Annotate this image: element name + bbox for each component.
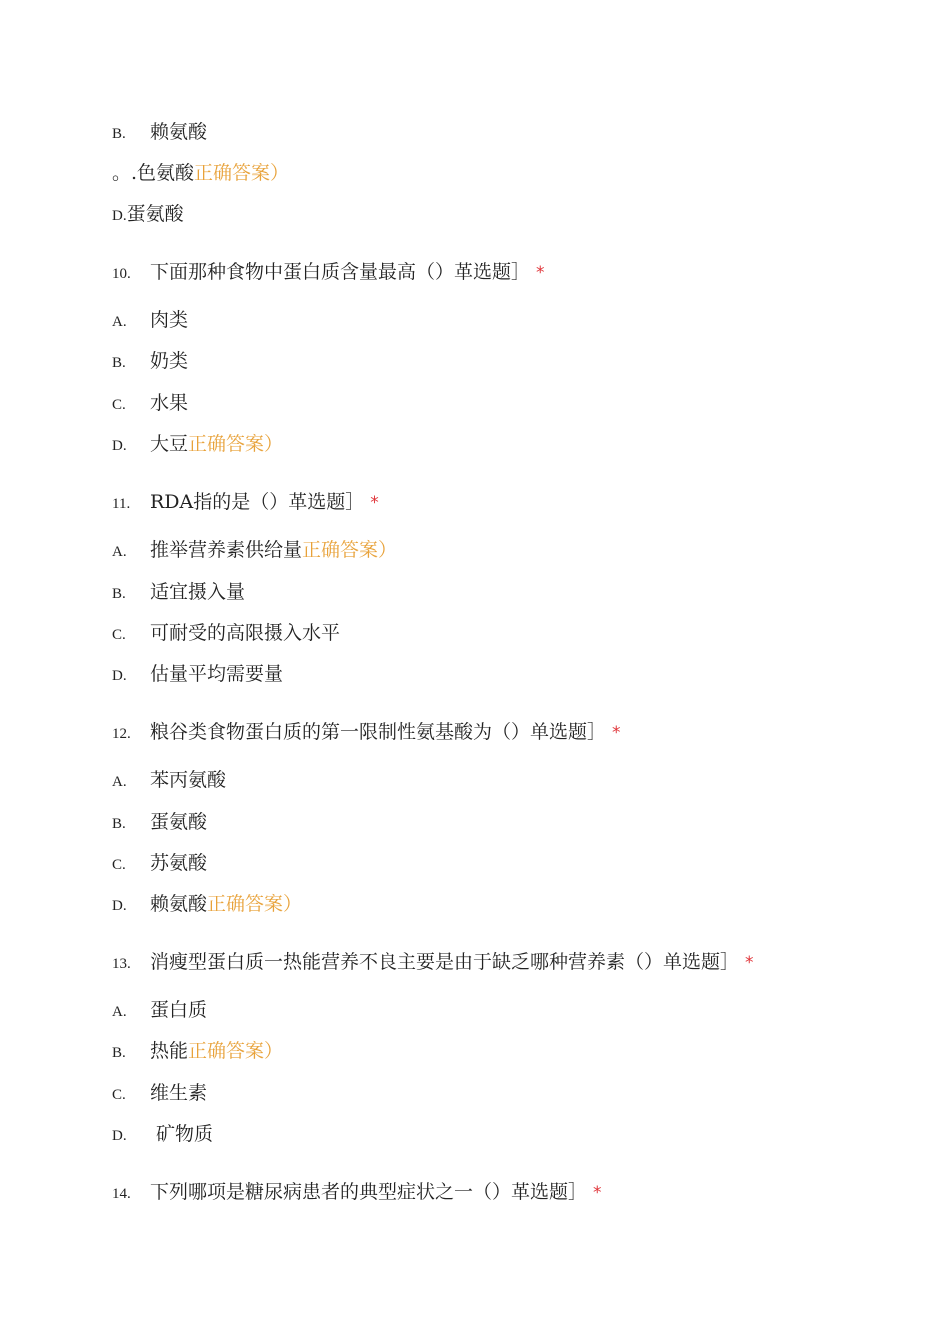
question-number: 12.: [112, 726, 131, 742]
option-label: A.: [112, 544, 127, 560]
option-row: [112, 432, 283, 458]
question-title: [112, 260, 545, 286]
option-label: A.: [112, 314, 127, 330]
option-row: [112, 1122, 213, 1148]
option-row: [112, 120, 207, 146]
option-row: [112, 202, 184, 228]
option-row: [112, 768, 226, 794]
option-label: B.: [112, 126, 126, 142]
option-text: 蛋氨酸: [126, 203, 184, 225]
option-label: A.: [112, 774, 127, 790]
option-row: [112, 851, 207, 877]
question-text: RDA指的是（）革选题］: [150, 491, 365, 513]
question-text: 粮谷类食物蛋白质的第一限制性氨基酸为（）单选题］: [150, 721, 607, 743]
option-row: [112, 1039, 283, 1065]
option-label: D.: [112, 668, 127, 684]
option-label: D.: [112, 208, 127, 224]
option-row: [112, 538, 397, 564]
required-star-icon: *: [370, 493, 379, 513]
option-row: [112, 308, 188, 334]
option-text: 蛋白质: [150, 999, 208, 1021]
option-text: 维生素: [150, 1082, 208, 1104]
question-title: [112, 950, 754, 976]
question-number: 14.: [112, 1186, 131, 1202]
option-text: 矿物质: [150, 1123, 214, 1145]
option-label: D.: [112, 898, 127, 914]
option-row: [112, 998, 207, 1024]
correct-answer-marker: 正确答案）: [302, 539, 398, 561]
correct-answer-marker: 正确答案）: [194, 162, 290, 184]
option-label: B.: [112, 816, 126, 832]
option-label: A.: [112, 1004, 127, 1020]
option-row: [112, 391, 188, 417]
option-text: 热能: [150, 1040, 189, 1062]
option-label: C.: [112, 397, 126, 413]
option-text: 肉类: [150, 309, 189, 331]
option-row: [112, 349, 188, 375]
option-label: B.: [112, 586, 126, 602]
question-title: [112, 1180, 602, 1206]
option-text: 推举营养素供给量: [150, 539, 303, 561]
option-text: 蛋氨酸: [150, 811, 208, 833]
question-title: [112, 720, 621, 746]
option-text: 苏氨酸: [150, 852, 208, 874]
required-star-icon: *: [612, 723, 621, 743]
option-row: [112, 810, 207, 836]
option-label: B.: [112, 355, 126, 371]
option-label: C.: [112, 1087, 126, 1103]
question-text: 下列哪项是糖尿病患者的典型症状之一（）革选题］: [150, 1181, 588, 1203]
option-label: D.: [112, 1128, 127, 1144]
option-text: 估量平均需要量: [150, 663, 284, 685]
question-number: 10.: [112, 266, 131, 282]
question-number: 13.: [112, 956, 131, 972]
option-text: 赖氨酸: [150, 893, 208, 915]
option-text: 奶类: [150, 350, 189, 372]
option-label: B.: [112, 1045, 126, 1061]
option-text: 赖氨酸: [150, 121, 208, 143]
required-star-icon: *: [745, 953, 754, 973]
option-label: C.: [112, 857, 126, 873]
question-text: 消瘦型蛋白质一热能营养不良主要是由于缺乏哪种营养素（）单选题］: [150, 951, 740, 973]
correct-answer-marker: 正确答案）: [188, 433, 284, 455]
option-label: D.: [112, 438, 127, 454]
option-row: [112, 621, 340, 647]
option-row: [112, 1081, 207, 1107]
required-star-icon: *: [593, 1183, 602, 1203]
correct-answer-marker: 正确答案）: [207, 893, 303, 915]
required-star-icon: *: [536, 263, 545, 283]
option-text: 可耐受的高限摄入水平: [150, 622, 341, 644]
question-number: 11.: [112, 496, 131, 512]
option-row: [112, 161, 289, 185]
option-text: 适宜摄入量: [150, 581, 246, 603]
question-text: 下面那种食物中蛋白质含量最高（）革选题］: [150, 261, 531, 283]
option-text: 水果: [150, 392, 189, 414]
option-text: 大豆: [150, 433, 189, 455]
option-row: [112, 662, 283, 688]
option-text: 。.色氨酸: [112, 162, 195, 184]
option-label: C.: [112, 627, 126, 643]
option-row: [112, 580, 245, 606]
option-text: 苯丙氨酸: [150, 769, 227, 791]
correct-answer-marker: 正确答案）: [188, 1040, 284, 1062]
option-row: [112, 892, 302, 918]
question-title: [112, 490, 379, 516]
